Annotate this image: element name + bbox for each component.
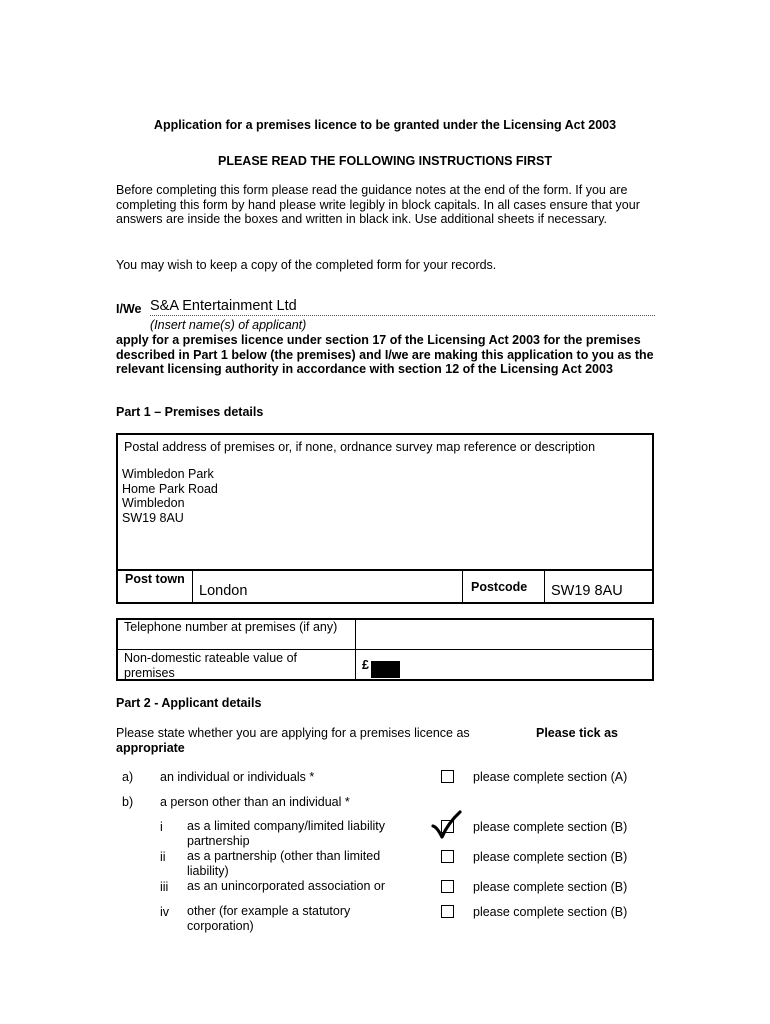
application-statement: apply for a premises licence under section 17 of the Licensing Act 2003 for the premises described in Part 1 below (the premises) and I/we are making this application to you as the relevant licensing authority in accordance with section 12 of the Licensing Act 2003: [116, 333, 654, 376]
option-a-letter: a): [122, 770, 134, 784]
table-column-divider: [355, 618, 356, 679]
telephone-field[interactable]: [362, 622, 642, 644]
post-town-value[interactable]: London: [199, 583, 248, 599]
form-title: Application for a premises licence to be granted under the Licensing Act 2003: [153, 118, 617, 132]
address-row-divider: [116, 569, 654, 571]
instructions-heading: PLEASE READ THE FOLLOWING INSTRUCTIONS FIRST: [217, 154, 553, 168]
applicant-type-question: Please state whether you are applying for a premises licence as: [116, 726, 470, 740]
tick-header: Please tick as: [536, 726, 619, 740]
address-line: Wimbledon: [122, 496, 185, 510]
sub-option-action: please complete section (B): [473, 880, 628, 894]
address-value[interactable]: [122, 467, 218, 525]
option-b-letter: b): [122, 795, 134, 809]
option-b-text: a person other than an individual *: [160, 795, 350, 809]
sub-option-numeral: iii: [160, 880, 169, 894]
postcode-divider-left: [462, 569, 463, 602]
applicant-name-hint: (Insert name(s) of applicant): [150, 318, 307, 332]
instructions-paragraph: Before completing this form please read the guidance notes at the end of the form. If you are completing this form by hand please write legibly in block capitals. In all cases ensure that your answers are inside the boxes and written in black ink. Use additional sheets if necessary.: [116, 183, 640, 226]
sub-option-action: please complete section (B): [473, 820, 628, 834]
unincorporated-association-checkbox[interactable]: [441, 880, 454, 893]
sub-option-text: as an unincorporated association or: [187, 879, 386, 893]
post-town-divider: [192, 569, 193, 602]
post-town-label: Post town: [125, 572, 185, 586]
address-line: Wimbledon Park: [122, 467, 214, 481]
part2-heading: Part 2 - Applicant details: [116, 696, 262, 710]
postcode-divider-right: [544, 569, 545, 602]
other-checkbox[interactable]: [441, 905, 454, 918]
redacted-rateable-value: [371, 661, 400, 678]
currency-symbol: £: [362, 658, 369, 672]
table-row-divider: [116, 649, 654, 650]
option-a-action: please complete section (A): [473, 770, 628, 784]
partnership-checkbox[interactable]: [441, 850, 454, 863]
sub-option-numeral: iv: [160, 905, 170, 919]
part1-heading: Part 1 – Premises details: [116, 405, 264, 419]
sub-option-text: as a partnership (other than limited liability): [187, 849, 381, 878]
sub-option-numeral: i: [160, 820, 163, 834]
sub-option-text: as a limited company/limited liability partnership: [187, 819, 385, 848]
sub-option-action: please complete section (B): [473, 905, 628, 919]
checkmark-icon: [430, 809, 462, 841]
tick-header-continued: appropriate: [116, 741, 185, 755]
sub-option-numeral: ii: [160, 850, 166, 864]
postcode-label: Postcode: [471, 580, 528, 594]
address-line: SW19 8AU: [122, 510, 184, 525]
applicant-name-value[interactable]: S&A Entertainment Ltd: [150, 298, 297, 314]
telephone-label: Telephone number at premises (if any): [124, 620, 338, 634]
option-a-text: an individual or individuals *: [160, 770, 315, 784]
postcode-value[interactable]: SW19 8AU: [551, 583, 623, 599]
address-line: Home Park Road: [122, 481, 218, 496]
applicant-name-dotted-line: [150, 315, 655, 316]
address-label: Postal address of premises or, if none, ordnance survey map reference or description: [124, 440, 596, 454]
iwe-label: I/We: [116, 302, 142, 316]
sub-option-action: please complete section (B): [473, 850, 628, 864]
copy-note: You may wish to keep a copy of the completed form for your records.: [116, 258, 497, 272]
option-a-checkbox[interactable]: [441, 770, 454, 783]
sub-option-text: other (for example a statutory corporation): [187, 904, 351, 933]
rateable-value-label: Non-domestic rateable value of premises: [124, 651, 298, 680]
